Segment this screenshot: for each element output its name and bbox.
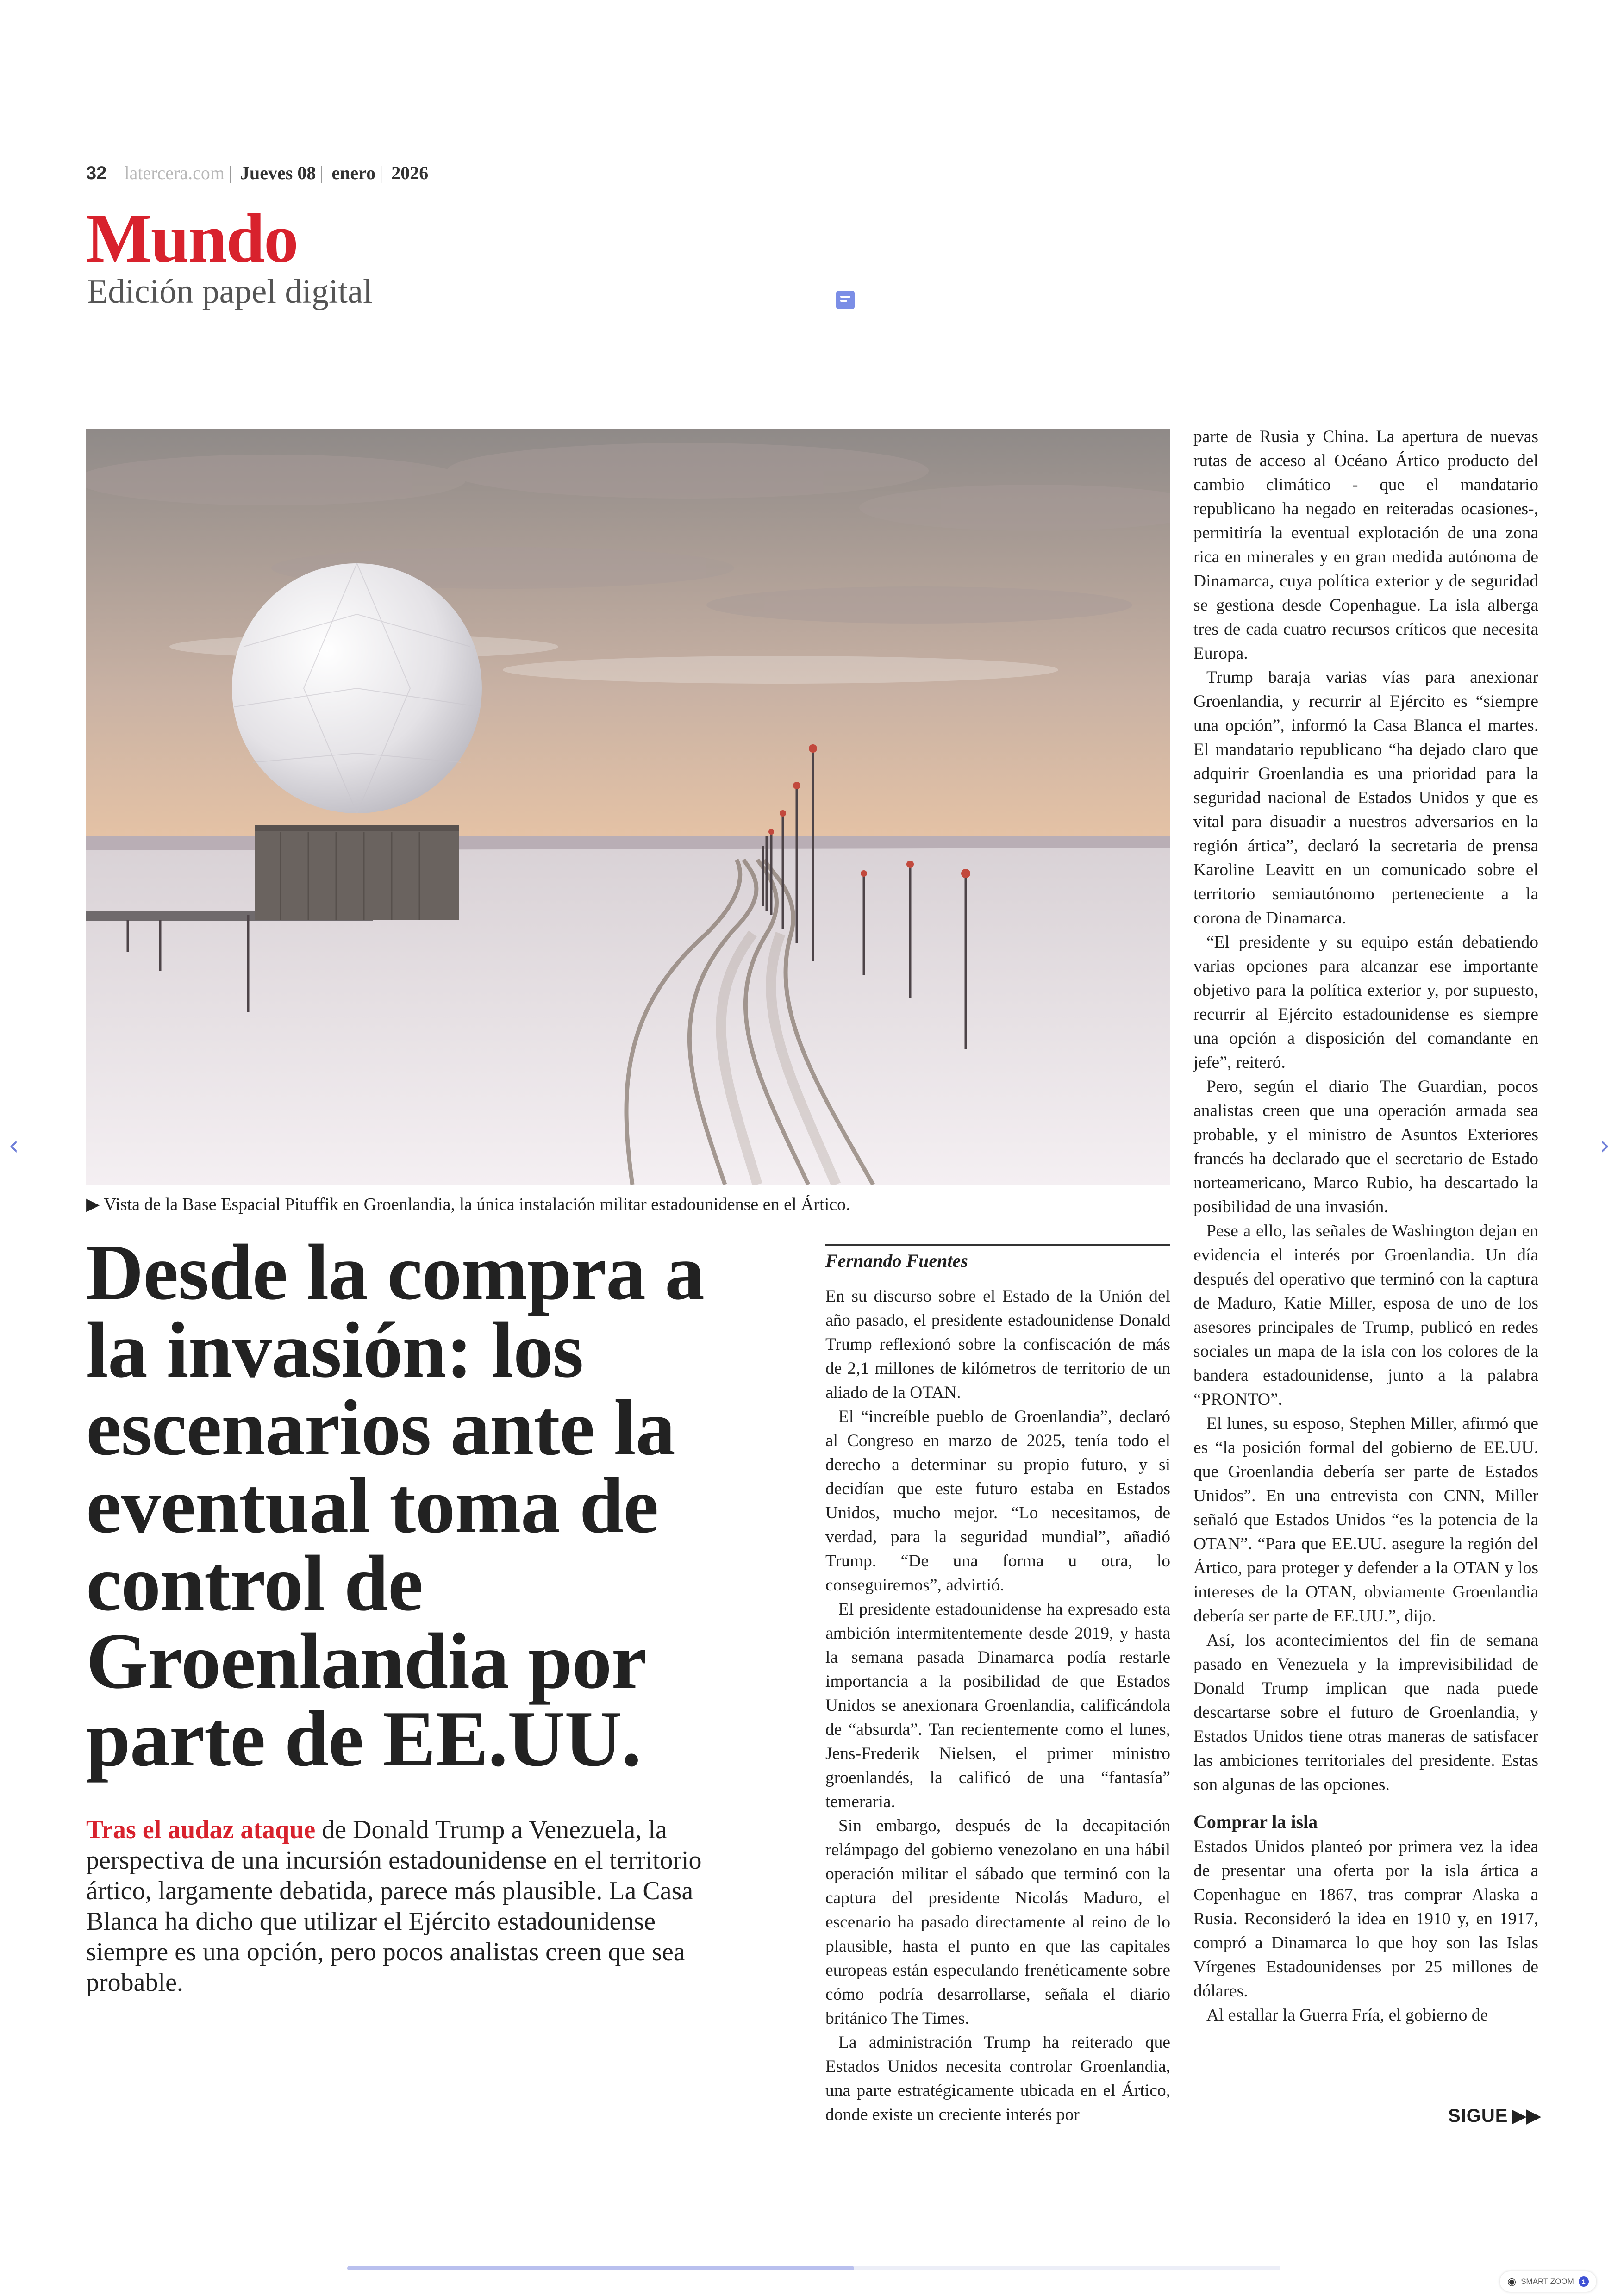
body-paragraph: El presidente estadounidense ha expresado esta ambición intermitentemente desde 2019, y hasta la semana pasada Dinamarca podía restarle importancia a la posibilidad de que Estados Unidos se anexionara Groenlandia, calificándola de “absurda”. Tan recientemente como el lunes, Jens-Frederik Nielsen, el primer ministro groenlandés, la calificó de una “fantasía” temeraria. — [825, 1600, 1170, 1811]
article-headline: Desde la compra a la invasión: los escenarios ante la eventual toma de control de Groenlandia por parte de EE.UU. — [86, 1229, 704, 1783]
body-paragraph: Sin embargo, después de la decapitación relámpago del gobierno venezolano en una hábil operación militar el sábado que terminó con la captura del presidente Nicolás Maduro, el escenario ha pasado directamente al reino de lo plausible, hasta el punto en que las capitales europeas están especulando frenéticamente sobre cómo podría desarrollarse, señala el diario británico The Times. — [825, 1816, 1170, 2028]
date-year: 2026 — [391, 162, 429, 183]
body-paragraph: En su discurso sobre el Estado de la Unión del año pasado, el presidente estadounidense Donald Trump reflexionó sobre la confiscación de más de 2,1 millones de kilómetros de territorio de un aliado de la OTAN. — [825, 1287, 1170, 1402]
caption-marker-icon: ▶ — [86, 1195, 100, 1214]
page-folio: 32 latercera.com | Jueves 08 | enero | 2026 — [86, 162, 429, 183]
byline: Fernando Fuentes — [825, 1250, 968, 1271]
lead-kicker: Tras el audaz ataque — [86, 1815, 316, 1844]
photo-caption — [86, 1193, 850, 1216]
body-paragraph: Pese a ello, las señales de Washington dejan en evidencia el interés por Groenlandia. Un día después del operativo que terminó con la captura de Maduro, Katie Miller, esposa de uno de los asesores principales de Trump, publicó en redes sociales un mapa de la isla con los colores de la bandera estadounidense, junto a la palabra “PRONTO”. — [1193, 1222, 1538, 1409]
body-column-middle — [825, 1285, 1170, 2127]
continue-arrows-icon: ▶▶ — [1512, 2106, 1542, 2126]
body-paragraph: parte de Rusia y China. La apertura de nuevas rutas de acceso al Océano Ártico producto del cambio climático - que el mandatario republicano ha negado en reiteradas ocasiones-, permitiría la eventual explotación de una zona rica en minerales y en gran medida autónoma de Dinamarca, cuya política exterior y de seguridad se gestiona desde Copenhague. La isla alberga tres de cada cuatro recursos críticos que necesita Europa. — [1193, 427, 1538, 663]
byline-rule — [825, 1244, 1170, 1246]
smart-zoom-button[interactable] — [1500, 2271, 1596, 2292]
section-title: Mundo — [86, 200, 298, 277]
date-month: enero — [331, 162, 376, 183]
page-scroll-thumb[interactable] — [347, 2266, 854, 2270]
smart-zoom-count: 1 — [1579, 2276, 1589, 2287]
body-paragraph: Pero, según el diario The Guardian, pocos analistas creen que una operación armada sea probable, y el ministro de Asuntos Exteriores francés ha declarado que el secretario de Estado norteamericano, Marco Rubio, ha descartado la posibilidad de una invasión. — [1193, 1077, 1538, 1216]
next-page-icon[interactable]: › — [1599, 1129, 1611, 1161]
body-paragraph: “El presidente y su equipo están debatiendo varias opciones para alcanzar ese importante objetivo para la política exterior y, por supuesto, recurrir al Ejército estadounidense es siempre una opción a disposición del comandante en jefe”, reiteró. — [1193, 933, 1538, 1072]
subheading: Comprar la isla — [1193, 1811, 1318, 1832]
body-paragraph: La administración Trump ha reiterado que Estados Unidos necesita controlar Groenlandia, una parte estratégicamente ubicada en el Ártico, donde existe un creciente interés por — [825, 2033, 1170, 2124]
smart-zoom-label: SMART ZOOM — [1521, 2277, 1574, 2286]
annotation-icon[interactable] — [836, 291, 855, 309]
body-paragraph: Trump baraja varias vías para anexionar Groenlandia, y recurrir al Ejército es “siempre una opción”, informó la Casa Blanca el martes. El mandatario republicano “ha dejado claro que adquirir Groenlandia es una prioridad para la seguridad nacional de Estados Unidos y que es vital para disuadir a nuestros adversarios en la región ártica”, declaró la secretaria de prensa Karoline Leavitt en un comunicado sobre el territorio semiautónomo perteneciente a la corona de Dinamarca. — [1193, 668, 1538, 928]
edition-subtitle: Edición papel digital — [87, 273, 373, 311]
previous-page-icon[interactable]: ‹ — [8, 1129, 19, 1161]
lead-text: de Donald Trump a Venezuela, la perspectiva de una incursión estadounidense en el territorio ártico, largamente debatida, parece más plausible. La Casa Blanca ha dicho que utilizar el Ejército estadounidense siempre es una opción, pero pocos analistas creen que sea probable. — [86, 1815, 702, 1997]
body-paragraph: Estados Unidos planteó por primera vez la idea de presentar una oferta por la isla ártica a Copenhague en 1867, tras comprar Alaska a Rusia. Reconsideró la idea en 1910 y, en 1917, compró a Dinamarca lo que hoy son las Islas Vírgenes Estadounidenses por 25 millones de dólares. — [1193, 1837, 1538, 2001]
radome-photo-illustration — [86, 429, 1170, 1185]
page-number: 32 — [86, 163, 107, 183]
article-lead — [86, 1815, 725, 1998]
date-day: Jueves 08 — [240, 162, 316, 183]
continues-label: SIGUE ▶▶ — [1448, 2106, 1542, 2126]
body-paragraph: El lunes, su esposo, Stephen Miller, afirmó que es “la posición formal del gobierno de EE.UU. que Groenlandia debería ser parte de Estados Unidos”. En una entrevista con CNN, Miller señaló que Estados Unidos “es la potencia de la OTAN”. “Para que EE.UU. asegure la región del Ártico, para proteger y defender a la OTAN y los intereses de la OTAN, obviamente Groenlandia debería ser parte de EE.UU.”, dijo. — [1193, 1414, 1538, 1626]
body-column-right — [1193, 425, 1538, 2027]
body-paragraph: Al estallar la Guerra Fría, el gobierno de — [1206, 2006, 1488, 2025]
body-paragraph: El “increíble pueblo de Groenlandia”, declaró al Congreso en marzo de 2025, tenía todo el derecho a determinar su propio futuro, y si decidían que este futuro estaba en Estados Unidos, mucho mejor. “Lo necesitamos, de verdad, para la seguridad mundial”, añadió Trump. “De una forma u otra, lo conseguiremos”, advirtió. — [825, 1407, 1170, 1595]
eye-icon: ◉ — [1507, 2276, 1517, 2287]
body-paragraph: Así, los acontecimientos del fin de semana pasado en Venezuela y la imprevisibilidad de Donald Trump implican que nada puede descartarse sobre el futuro de Groenlandia, y Estados Unidos tiene otras maneras de satisfacer las ambiciones territoriales del presidente. Estas son algunas de las opciones. — [1193, 1631, 1538, 1794]
article-photo — [86, 429, 1170, 1185]
caption-text: Vista de la Base Espacial Pituffik en Groenlandia, la única instalación militar estadounidense en el Ártico. — [104, 1195, 850, 1214]
site-name: latercera.com — [124, 162, 225, 183]
